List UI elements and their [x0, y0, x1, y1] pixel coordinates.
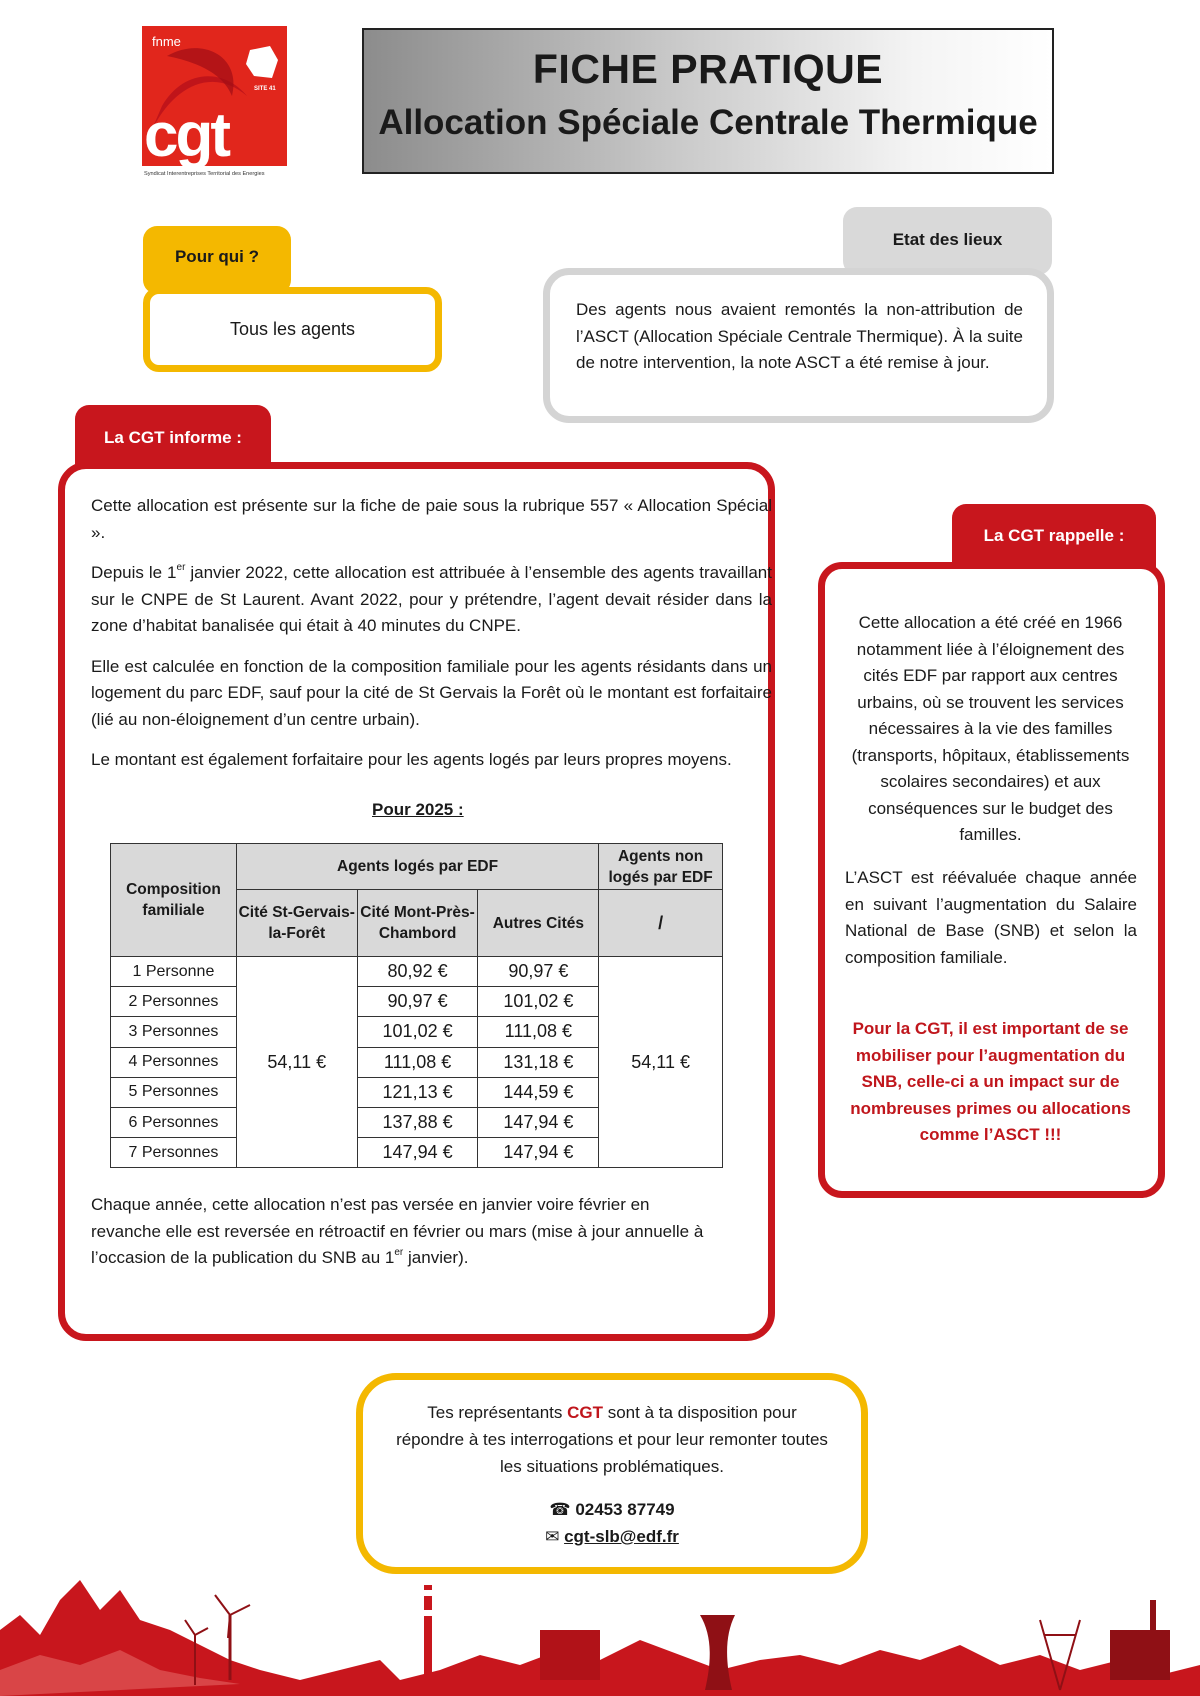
svg-text:cgt: cgt — [144, 101, 228, 170]
row-label: 2 Personnes — [111, 987, 237, 1017]
table-row — [111, 957, 723, 987]
informe-paragraph: Elle est calculée en fonction de la composition familiale pour les agents résidants dans un logement du parc EDF, sauf pour la cité de St Gervais la Forêt où le montant est forfaitaire (lié au non-éloignement d’un centre urbain). — [91, 656, 772, 729]
page-subtitle: Allocation Spéciale Centrale Thermique — [378, 103, 1038, 142]
mail-icon: ✉ — [545, 1527, 560, 1546]
header-autres-cites: Autres Cités — [478, 890, 599, 957]
autres-value: 111,08 € — [478, 1017, 599, 1047]
header-agents-non-loges: Agents non logés par EDF — [599, 844, 723, 890]
contact-text: Tes représentants CGT sont à ta disposition pour répondre à tes interrogations et pour leur remonter toutes les situations problématiques. — [396, 1403, 828, 1476]
etat-des-lieux-tab: Etat des lieux — [843, 207, 1052, 275]
mont-pres-value: 137,88 € — [357, 1107, 478, 1137]
etat-des-lieux-box: Des agents nous avaient remontés la non-attribution de l’ASCT (Allocation Spéciale Centrale Thermique). À la suite de notre intervention, la note ASCT a été remise à jour. — [543, 268, 1054, 423]
header-st-gervais: Cité St-Gervais-la-Forêt — [236, 890, 357, 957]
title-banner — [362, 28, 1054, 174]
mont-pres-value: 101,02 € — [357, 1017, 478, 1047]
autres-value: 144,59 € — [478, 1077, 599, 1107]
svg-text:Syndicat Interentreprises Terr: Syndicat Interentreprises Territorial des Energies — [144, 171, 265, 177]
svg-text:SITE 41: SITE 41 — [254, 86, 276, 92]
mont-pres-value: 111,08 € — [357, 1047, 478, 1077]
footer-skyline-illustration — [0, 1560, 1200, 1696]
informe-paragraph: Le montant est également forfaitaire pour les agents logés par leurs propres moyens. — [91, 750, 732, 769]
contact-phone[interactable]: ☎ 02453 87749 — [549, 1500, 675, 1519]
row-label: 3 Personnes — [111, 1017, 237, 1047]
header-composition: Composition familiale — [111, 844, 237, 957]
contact-email[interactable]: ✉ cgt-slb@edf.fr — [545, 1527, 679, 1546]
row-label: 5 Personnes — [111, 1077, 237, 1107]
allocation-table — [110, 843, 723, 1168]
autres-value: 101,02 € — [478, 987, 599, 1017]
mont-pres-value: 147,94 € — [357, 1138, 478, 1168]
rappelle-paragraph: Cette allocation a été créé en 1966 notamment liée à l’éloignement des cités EDF par rapport aux centres urbains, où se trouvent les services nécessaires à la vie des familles (transports, hôpitaux, établissements scolaires secondaires) et aux conséquences sur le budget des familles. — [851, 613, 1130, 844]
autres-value: 90,97 € — [478, 957, 599, 987]
autres-value: 131,18 € — [478, 1047, 599, 1077]
autres-value: 147,94 € — [478, 1107, 599, 1137]
informe-paragraph: Cette allocation est présente sur la fiche de paie sous la rubrique 557 « Allocation Spécial ». — [91, 496, 772, 542]
mont-pres-value: 80,92 € — [357, 957, 478, 987]
row-label: 1 Personne — [111, 957, 237, 987]
table-title: Pour 2025 : — [372, 800, 464, 819]
phone-icon: ☎ — [549, 1500, 571, 1519]
cgt-logo — [142, 26, 287, 178]
mont-pres-value: 121,13 € — [357, 1077, 478, 1107]
header-mont-pres: Cité Mont-Près-Chambord — [357, 890, 478, 957]
row-label: 6 Personnes — [111, 1107, 237, 1137]
mont-pres-value: 90,97 € — [357, 987, 478, 1017]
header-agents-loges: Agents logés par EDF — [236, 844, 598, 890]
row-label: 4 Personnes — [111, 1047, 237, 1077]
rappelle-highlight: Pour la CGT, il est important de se mobiliser pour l’augmentation du SNB, celle-ci a un impact sur de nombreuses primes ou allocations comme l’ASCT !!! — [850, 1019, 1131, 1144]
rappelle-paragraph: L’ASCT est réévaluée chaque année en suivant l’augmentation du Salaire National de Base (SNB) et selon la composition familiale. — [845, 868, 1137, 967]
header-slash: / — [599, 890, 723, 957]
st-gervais-value: 54,11 € — [236, 957, 357, 1168]
non-loges-value: 54,11 € — [599, 957, 723, 1168]
informe-footer-text: Chaque année, cette allocation n’est pas versée en janvier voire février en revanche elle est reversée en rétroactif en février ou mars (mise à jour annuelle à l’occasion de la publication du SNB au 1er janvier). — [91, 1195, 704, 1267]
cgt-informe-tab: La CGT informe : — [75, 405, 271, 475]
pour-qui-box: Tous les agents — [143, 287, 442, 372]
cgt-rappelle-tab: La CGT rappelle : — [952, 504, 1156, 568]
svg-text:fnme: fnme — [152, 34, 181, 49]
informe-text — [91, 493, 772, 788]
page-title: FICHE PRATIQUE — [532, 46, 884, 92]
row-label: 7 Personnes — [111, 1138, 237, 1168]
autres-value: 147,94 € — [478, 1138, 599, 1168]
informe-paragraph: Depuis le 1er janvier 2022, cette allocation est attribuée à l’ensemble des agents travaillant sur le CNPE de St Laurent. Avant 2022, pour y prétendre, l’agent devait résider dans la zone d’habitat banalisée qui était à 40 minutes du CNPE. — [91, 562, 772, 635]
pour-qui-tab: Pour qui ? — [143, 226, 291, 294]
